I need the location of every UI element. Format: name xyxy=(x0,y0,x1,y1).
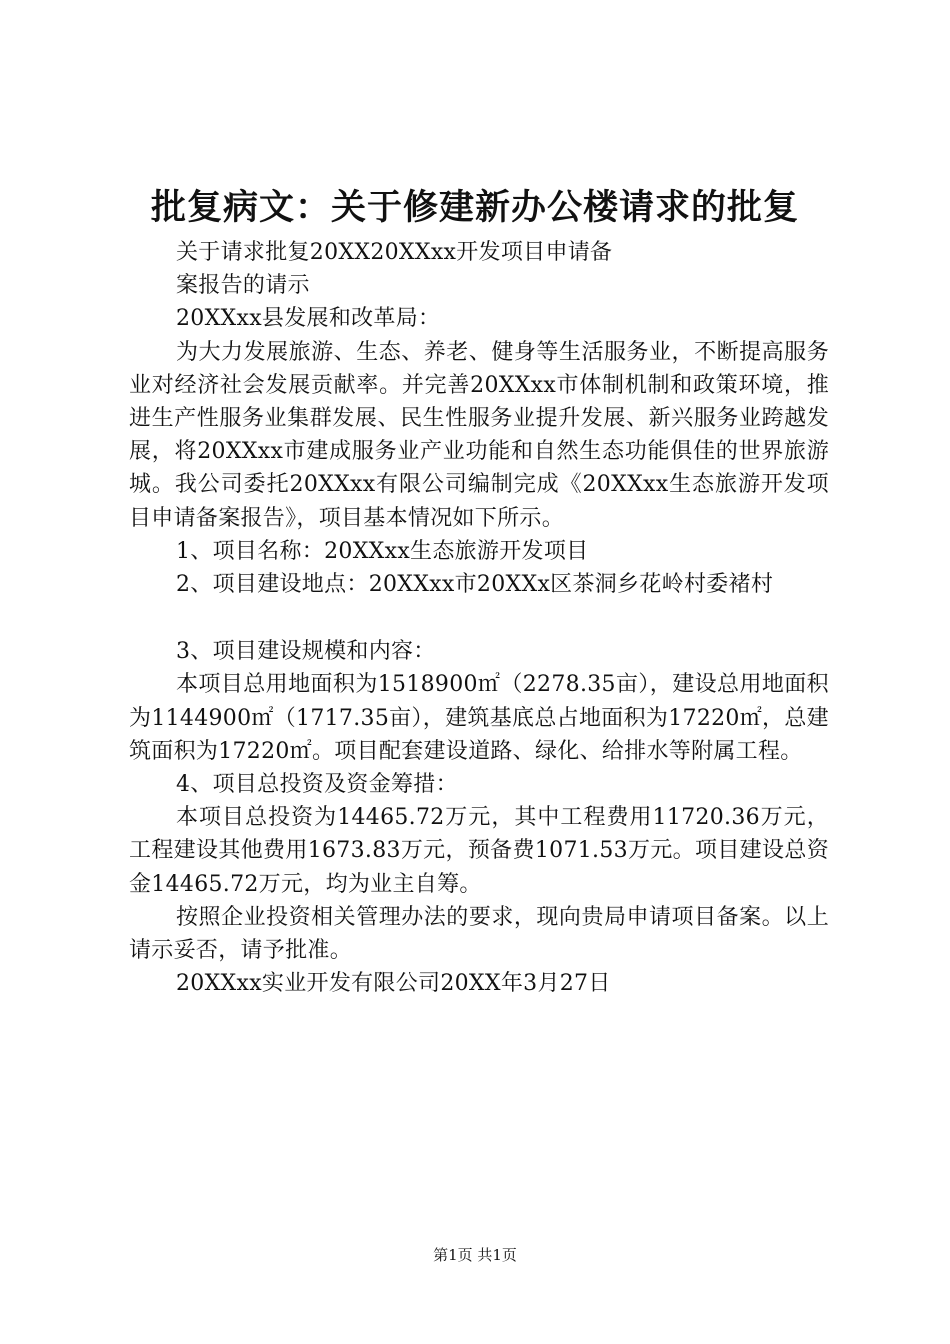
subject-line: 关于请求批复20XX20XXxx开发项目申请备 xyxy=(176,240,613,265)
subject-line-continued: 案报告的请示 xyxy=(176,273,310,299)
paragraph-scale: 本项目总用地面积为1518900㎡（2278.35亩），建设总用地面积为1144900㎡（1717.35亩），建筑基底总占地面积为17220㎡，总建筑面积为17220㎡。项目配套建设道路、绿化、给排水等附属工程。 xyxy=(129,672,829,764)
page-footer: 第1页 共1页 xyxy=(433,1246,517,1264)
item-project-scale: 3、项目建设规模和内容： xyxy=(176,639,436,665)
signature-line: 20XXxx实业开发有限公司20XX年3月27日 xyxy=(176,971,611,997)
item-project-location: 2、项目建设地点：20XXxx市20XXx区茶洞乡花岭村委褚村 xyxy=(176,572,774,598)
document-title: 批复病文：关于修建新办公楼请求的批复 xyxy=(150,188,799,228)
item-investment: 4、项目总投资及资金筹措： xyxy=(176,772,458,798)
paragraph-request: 按照企业投资相关管理办法的要求，现向贵局申请项目备案。以上请示妥否，请予批准。 xyxy=(129,904,829,964)
item-project-name: 1、项目名称：20XXxx生态旅游开发项目 xyxy=(176,538,589,564)
addressee: 20XXxx县发展和改革局： xyxy=(176,306,441,332)
paragraph-intro: 为大力发展旅游、生态、养老、健身等生活服务业，不断提高服务业对经济社会发展贡献率。并完善20XXxx市体制机制和政策环境，推进生产性服务业集群发展、民生性服务业提升发展、新兴服务业跨越发展，将20XXxx市建成服务业产业功能和自然生态功能俱佳的世界旅游城。我公司委托20XXxx有限公司编制完成《20XXxx生态旅游开发项目申请备案报告》，项目基本情况如下所示。 xyxy=(129,339,829,531)
blank-line xyxy=(129,601,829,635)
document-body xyxy=(129,236,829,1000)
paragraph-investment: 本项目总投资为14465.72万元，其中工程费用11720.36万元，工程建设其他费用1673.83万元，预备费1071.53万元。项目建设总资金14465.72万元，均为业主自筹。 xyxy=(129,805,829,897)
